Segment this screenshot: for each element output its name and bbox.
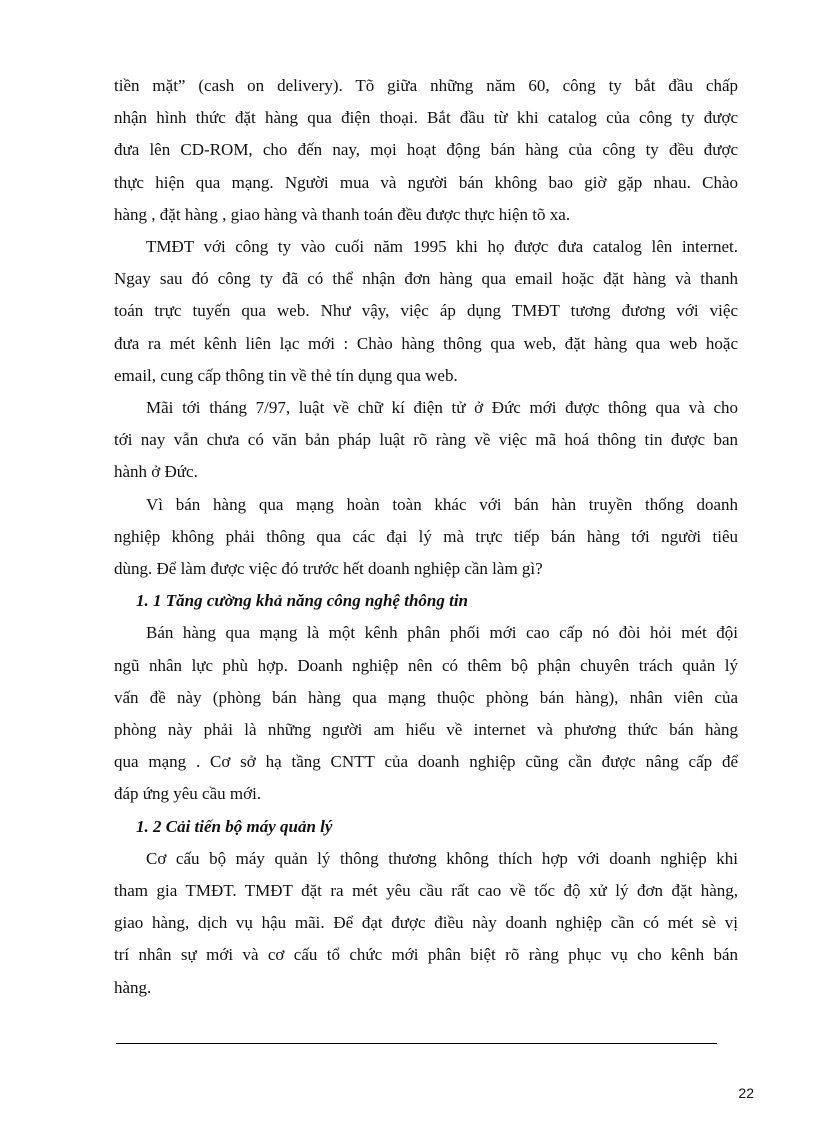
section-2-paragraph (114, 843, 738, 1004)
text-line: TMĐT với công ty vào cuối năm 1995 khi họ được đưa catalog lên internet. (146, 237, 738, 257)
text-line: tham gia TMĐT. TMĐT đặt ra mét yêu cầu rất cao về tốc độ xử lý đơn đặt hàng, (114, 881, 738, 901)
text-line: hàng , đặt hàng , giao hàng và thanh toán đều được thực hiện tõ xa. (114, 204, 571, 224)
text-line: nhận hình thức đặt hàng qua điện thoại. Bắt đầu từ khi catalog của công ty được (114, 108, 738, 128)
text-line: Cơ cấu bộ máy quản lý thông thương không thích hợp với doanh nghiệp khi (146, 848, 738, 868)
page-body (114, 70, 738, 1004)
text-line: Mãi tới tháng 7/97, luật về chữ kí điện tử ở Đức mới được thông qua và cho (146, 398, 738, 418)
text-line: Ngay sau đó công ty đã có thể nhận đơn hàng qua email hoặc đặt hàng và thanh (114, 269, 738, 289)
text-line: đưa ra mét kênh liên lạc mới : Chào hàng thông qua web, đặt hàng qua web hoặc (114, 333, 738, 353)
text-line: đưa lên CD-ROM, cho đến nay, mọi hoạt động bán hàng của công ty đều được (114, 140, 738, 160)
text-line: toán trực tuyến qua web. Như vậy, việc áp dụng TMĐT tương đương với việc (114, 301, 738, 321)
paragraph-3 (114, 392, 738, 489)
text-line: thực hiện qua mạng. Người mua và người bán không bao giờ gặp nhau. Chào (114, 172, 738, 192)
text-line: tiền mặt” (cash on delivery). Tõ giữa những năm 60, công ty bắt đầu chấp (114, 76, 738, 95)
text-line: tới nay vẫn chưa có văn bản pháp luật rõ ràng về việc mã hoá thông tin được ban (114, 430, 738, 450)
paragraph-1 (114, 70, 738, 231)
text-line: nghiệp không phải thông qua các đại lý mà trực tiếp bán hàng tới người tiêu (114, 526, 738, 546)
text-line: Bán hàng qua mạng là một kênh phân phối mới cao cấp nó đòi hỏi mét đội (146, 623, 738, 643)
text-line: vấn đề này (phòng bán hàng qua mạng thuộc phòng bán hàng), nhân viên của (114, 687, 738, 707)
section-heading-1-1: 1. 1 Tăng cường khả năng công nghệ thông tin (136, 591, 468, 611)
text-line: phòng này phải là những người am hiểu về internet và phương thức bán hàng (114, 720, 738, 740)
footnote-divider (116, 1043, 717, 1044)
text-line: email, cung cấp thông tin về thẻ tín dụng qua web. (114, 365, 458, 385)
page-number: 22 (738, 1085, 754, 1101)
text-line: dùng. Để làm được việc đó trước hết doanh nghiệp cần làm gì? (114, 559, 543, 579)
paragraph-4 (114, 489, 738, 586)
text-line: đáp ứng yêu cầu mới. (114, 784, 262, 804)
paragraph-2 (114, 231, 738, 392)
text-line: qua mạng . Cơ sở hạ tầng CNTT của doanh nghiệp cũng cần được nâng cấp để (114, 752, 738, 772)
text-line: Vì bán hàng qua mạng hoàn toàn khác với bán hàn truyền thống doanh (146, 494, 738, 514)
text-line: hành ở Đức. (114, 462, 198, 482)
text-line: hàng. (114, 977, 152, 997)
section-1-paragraph (114, 617, 738, 810)
text-line: giao hàng, dịch vụ hậu mãi. Để đạt được điều này doanh nghiệp cần có mét sè vị (114, 913, 738, 933)
text-line: ngũ nhân lực phù hợp. Doanh nghiệp nên có thêm bộ phận chuyên trách quản lý (114, 655, 738, 675)
text-line: trí nhân sự mới và cơ cấu tổ chức mới phân biệt rõ ràng phục vụ cho kênh bán (114, 945, 738, 965)
section-heading-1-2: 1. 2 Cải tiến bộ máy quản lý (136, 816, 333, 836)
